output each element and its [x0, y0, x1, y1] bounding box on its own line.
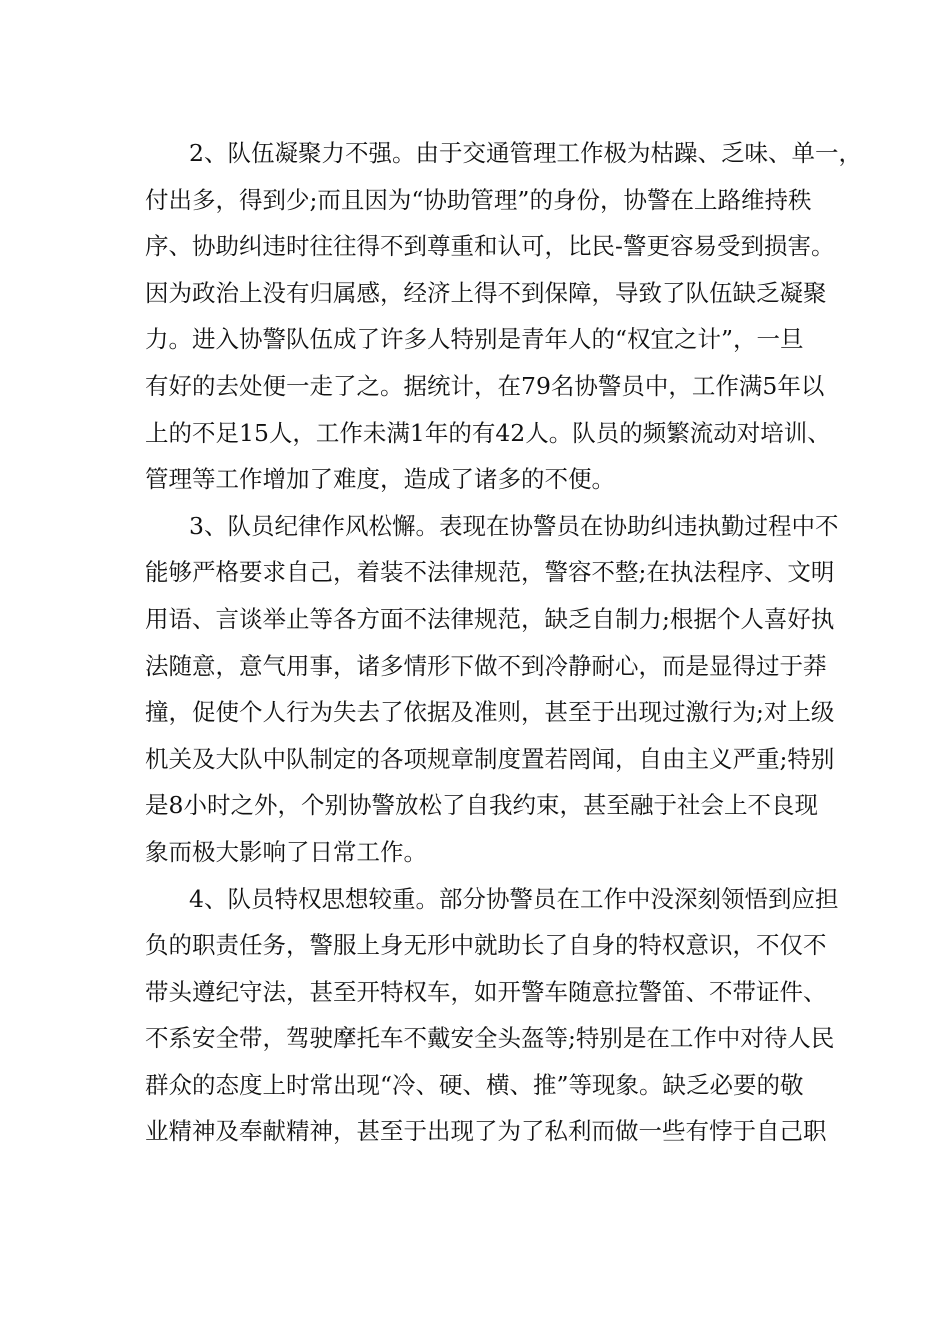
paragraph-4 — [145, 876, 839, 1156]
paragraph-line: 是8小时之外，个别协警放松了自我约束，甚至融于社会上不良现 — [145, 791, 818, 820]
document-body — [145, 130, 862, 1155]
paragraph-line: 机关及大队中队制定的各项规章制度置若罔闻，自由主义严重;特别 — [145, 744, 835, 773]
paragraph-line: 带头遵纪守法，甚至开特权车，如开警车随意拉警笛、不带证件、 — [145, 977, 827, 1006]
paragraph-line: 群众的态度上时常出现“冷、硬、横、推”等现象。缺乏必要的敬 — [145, 1070, 804, 1099]
paragraph-line: 能够严格要求自己，着装不法律规范，警容不整;在执法程序、文明 — [145, 558, 835, 587]
paragraph-line: 负的职责任务，警服上身无形中就助长了自身的特权意识，不仅不 — [145, 931, 827, 960]
paragraph-line: 业精神及奉献精神，甚至于出现了为了私利而做一些有悖于自己职 — [145, 1117, 827, 1146]
paragraph-line: 管理等工作增加了难度，造成了诸多的不便。 — [145, 465, 615, 494]
paragraph-line: 4、队员特权思想较重。部分协警员在工作中没深刻领悟到应担 — [189, 884, 839, 913]
paragraph-line: 因为政治上没有归属感，经济上得不到保障，导致了队伍缺乏凝聚 — [145, 278, 827, 307]
paragraph-line: 法随意，意气用事，诸多情形下做不到冷静耐心，而是显得过于莽 — [145, 651, 827, 680]
paragraph-line: 付出多，得到少;而且因为“协助管理”的身份，协警在上路维持秩 — [145, 185, 812, 214]
paragraph-line: 撞，促使个人行为失去了依据及准则，甚至于出现过激行为;对上级 — [145, 698, 835, 727]
paragraph-line: 上的不足15人，工作未满1年的有42人。队员的频繁流动对培训、 — [145, 418, 831, 447]
paragraph-line: 不系安全带，驾驶摩托车不戴安全头盔等;特别是在工作中对待人民 — [145, 1024, 835, 1053]
paragraph-line: 2、队伍凝聚力不强。由于交通管理工作极为枯躁、乏味、单一， — [189, 139, 862, 167]
paragraph-line: 力。进入协警队伍成了许多人特别是青年人的“权宜之计”，一旦 — [145, 325, 804, 354]
paragraph-line: 用语、言谈举止等各方面不法律规范，缺乏自制力;根据个人喜好执 — [145, 604, 835, 633]
paragraph-2 — [145, 130, 862, 503]
paragraph-line: 有好的去处便一走了之。据统计，在79名协警员中，工作满5年以 — [145, 371, 825, 400]
paragraph-line: 象而极大影响了日常工作。 — [145, 837, 427, 866]
paragraph-line: 序、协助纠违时往往得不到尊重和认可，比民-警更容易受到损害。 — [145, 232, 835, 261]
paragraph-line: 3、队员纪律作风松懈。表现在协警员在协助纠违执勤过程中不 — [189, 511, 839, 540]
paragraph-3 — [145, 503, 839, 876]
